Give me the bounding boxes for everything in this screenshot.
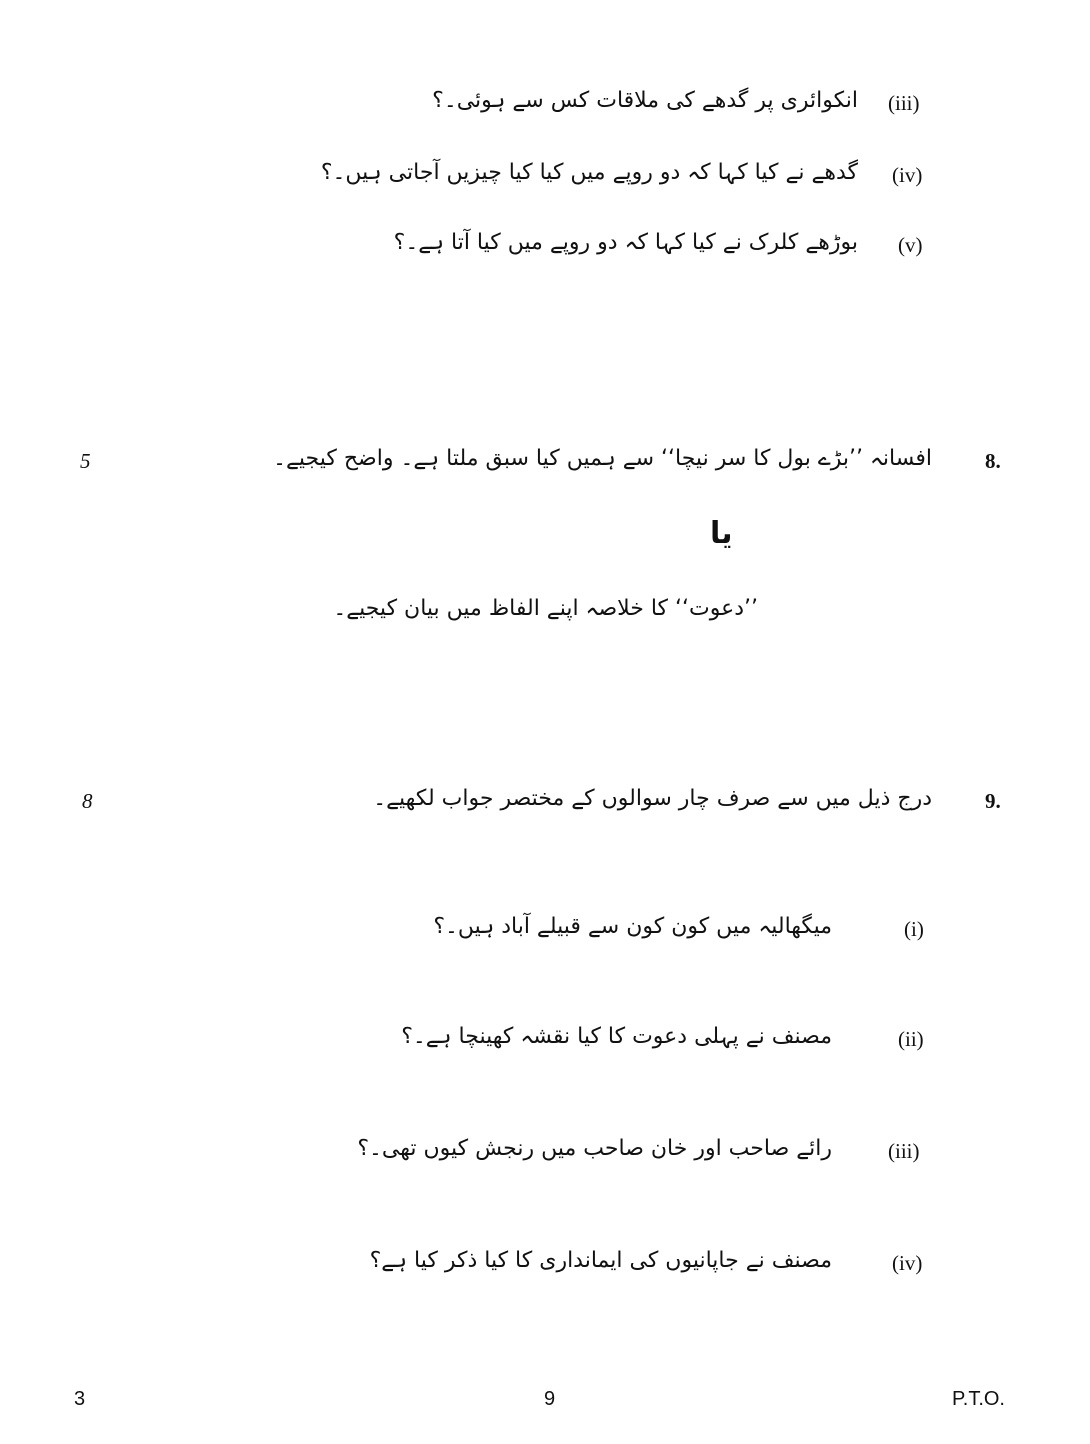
subquestion-number: (ii) [898,1027,924,1051]
question-text: افسانہ ’’بڑے بول کا سر نیچا‘‘ سے ہمیں کیا سبق ملتا ہے۔ واضح کیجیے۔ [273,446,932,471]
question-number: 9. [985,789,1001,813]
subquestion-text: بوڑھے کلرک نے کیا کہا کہ دو روپے میں کیا آتا ہے۔؟ [393,230,858,255]
subquestion-number: (iii) [888,1139,920,1163]
subquestion-number: (v) [898,233,923,257]
question-number: 8. [985,449,1001,473]
footer-code: 3 [74,1388,86,1410]
subquestion-text: مصنف نے جاپانیوں کی ایمانداری کا کیا ذکر کیا ہے؟ [369,1248,832,1273]
marks: 5 [80,449,91,473]
subquestion-text: گدھے نے کیا کہا کہ دو روپے میں کیا کیا چیزیں آجاتی ہیں۔؟ [320,160,858,185]
question-text: درج ذیل میں سے صرف چار سوالوں کے مختصر جواب لکھیے۔ [373,786,932,811]
subquestion-number: (iv) [892,163,923,187]
subquestion-number: (iv) [892,1251,923,1275]
subquestion-text: میگھالیہ میں کون کون سے قبیلے آباد ہیں۔؟ [433,914,832,939]
marks: 8 [82,789,93,813]
subquestion-text: مصنف نے پہلی دعوت کا کیا نقشہ کھینچا ہے۔؟ [401,1024,832,1049]
subquestion-number: (iii) [888,91,920,115]
subquestion-text: انکوائری پر گدھے کی ملاقات کس سے ہوئی۔؟ [432,88,858,113]
alternative-question-text: ’’دعوت‘‘ کا خلاصہ اپنے الفاظ میں بیان کیجیے۔ [333,596,758,621]
or-separator: یا [710,516,733,551]
page-number: 9 [544,1388,556,1410]
subquestion-number: (i) [904,917,924,941]
subquestion-text: رائے صاحب اور خان صاحب میں رنجش کیوں تھی۔؟ [357,1136,832,1161]
pto-label: P.T.O. [952,1388,1005,1410]
